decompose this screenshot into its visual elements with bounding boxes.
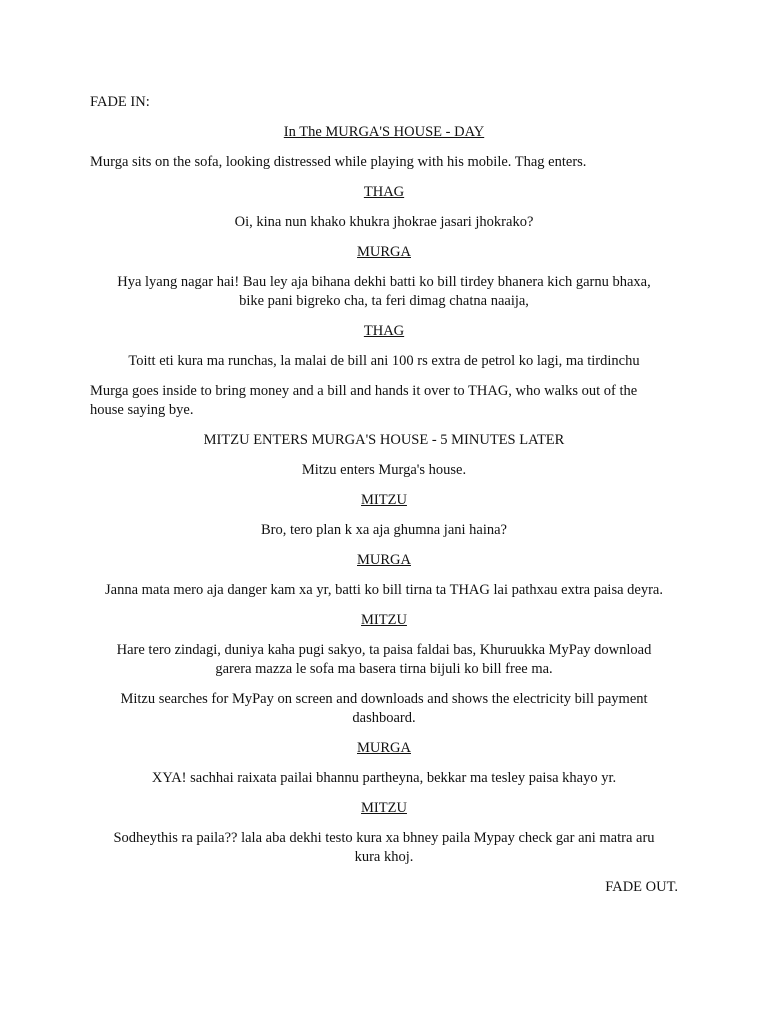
action-line: dashboard. [352, 710, 416, 726]
transition-fade-out: FADE OUT. [605, 879, 678, 895]
character-name: MITZU [361, 800, 407, 816]
dialogue: kura khoj. [354, 849, 414, 865]
screenplay-page [90, 93, 678, 897]
action-line: Mitzu enters Murga's house. [301, 462, 467, 478]
character-name: MURGA [357, 552, 411, 568]
dialogue: Oi, kina nun khako khukra jhokrae jasari jhokrako? [234, 214, 534, 230]
character-name: MITZU [361, 612, 407, 628]
dialogue: Bro, tero plan k xa aja ghumna jani haina? [260, 522, 507, 538]
character-name: MITZU [361, 492, 407, 508]
dialogue: Toitt eti kura ma runchas, la malai de bill ani 100 rs extra de petrol ko lagi, ma tirdinchu [128, 353, 640, 369]
character-name: MURGA [357, 740, 411, 756]
character-name: THAG [363, 184, 405, 200]
scene-heading: In The MURGA'S HOUSE - DAY [283, 124, 485, 140]
dialogue: Hya lyang nagar hai! Bau ley aja bihana dekhi batti ko bill tirdey bhanera kich garnu bhaxa, [117, 274, 651, 290]
scene-heading: MITZU ENTERS MURGA'S HOUSE - 5 MINUTES LATER [203, 432, 565, 448]
character-name: MURGA [357, 244, 411, 260]
dialogue: XYA! sachhai raixata pailai bhannu partheyna, bekkar ma tesley paisa khayo yr. [151, 770, 617, 786]
dialogue: garera mazza le sofa ma basera tirna bijuli ko bill free ma. [215, 661, 553, 677]
character-name: THAG [363, 323, 405, 339]
dialogue: Hare tero zindagi, duniya kaha pugi sakyo, ta paisa faldai bas, Khuruukka MyPay download [116, 642, 652, 658]
action-line: Murga goes inside to bring money and a bill and hands it over to THAG, who walks out of the [90, 383, 638, 399]
dialogue: bike pani bigreko cha, ta feri dimag chatna naaija, [239, 293, 529, 309]
action-line: Murga sits on the sofa, looking distressed while playing with his mobile. Thag enters. [90, 154, 587, 170]
dialogue: Sodheythis ra paila?? lala aba dekhi testo kura xa bhney paila Mypay check gar ani matra aru [113, 830, 655, 846]
action-line: house saying bye. [90, 402, 194, 418]
dialogue: Janna mata mero aja danger kam xa yr, batti ko bill tirna ta THAG lai pathxau extra paisa deyra. [104, 582, 663, 598]
action-line: Mitzu searches for MyPay on screen and downloads and shows the electricity bill payment [120, 691, 648, 707]
transition-fade-in: FADE IN: [90, 94, 150, 110]
